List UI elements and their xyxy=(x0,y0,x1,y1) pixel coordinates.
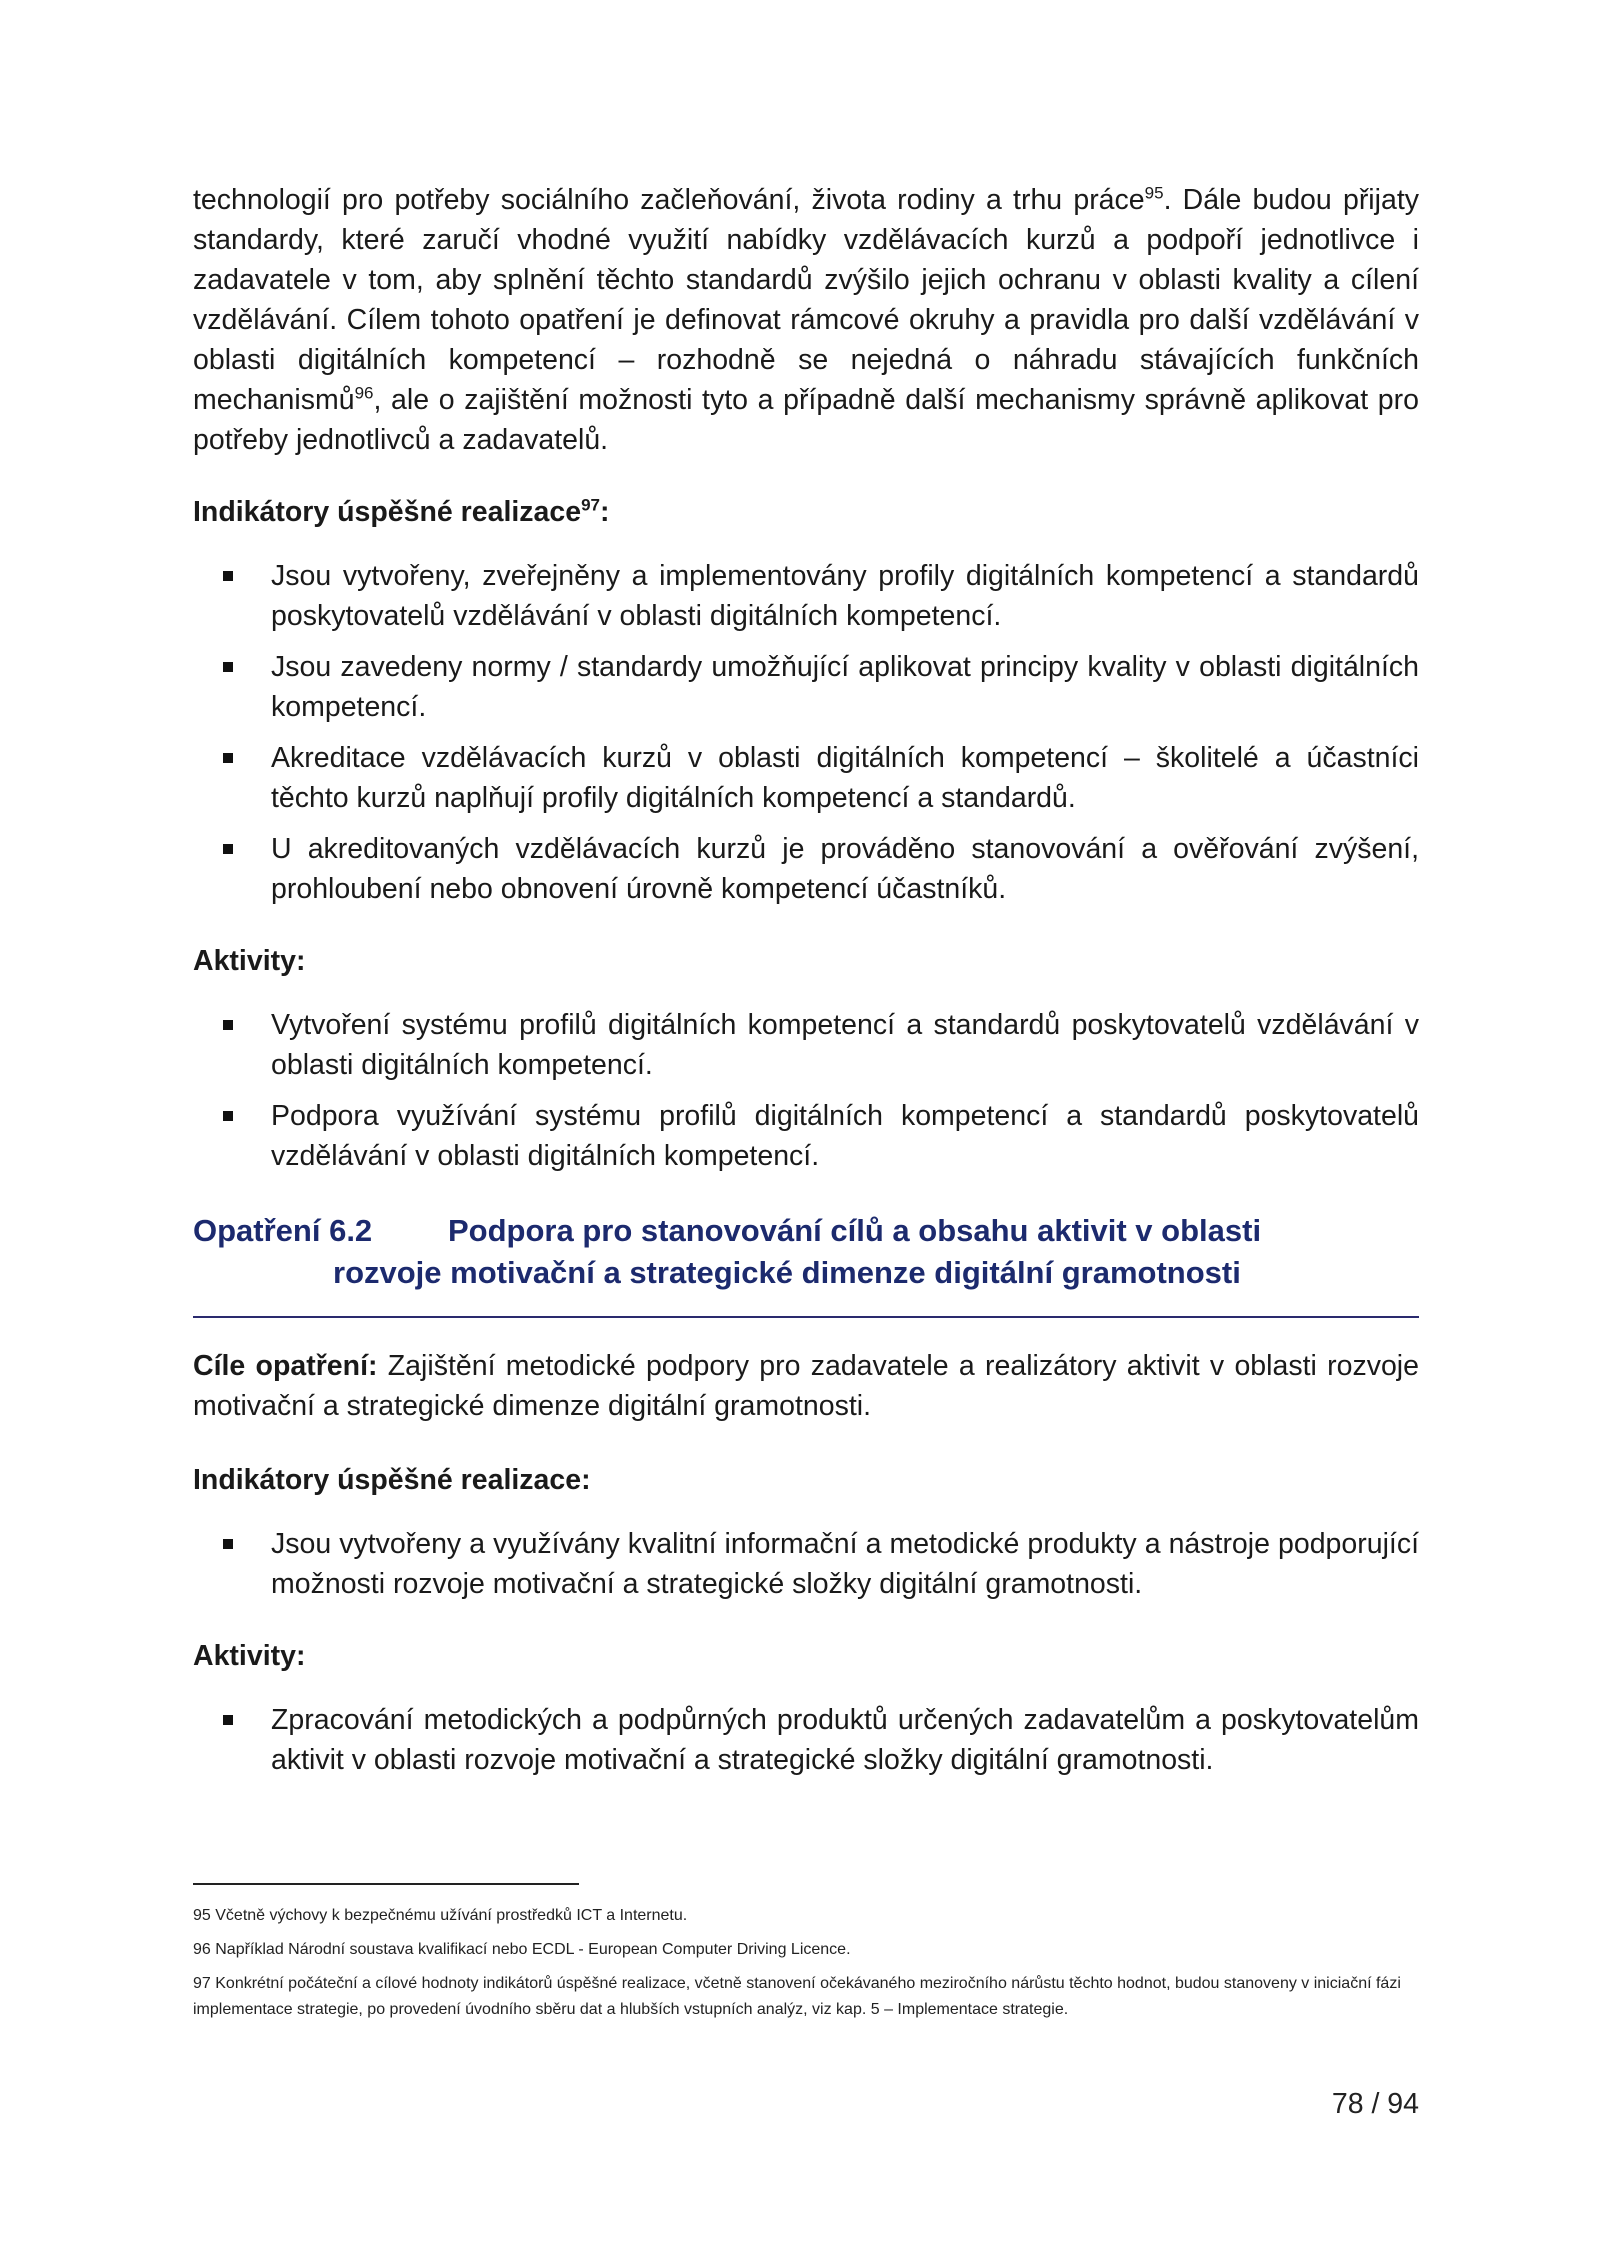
intro-text-b: . Dále budou přijaty standardy, které zaručí vhodné využití nabídky vzdělávacích kurzů a podpoří jednotlivce i zadavatele v tom, aby splnění těchto standardů zvýšilo jejich ochranu v oblasti kvality a cílení vzdělávání. Cílem tohoto opatření je definovat rámcové okruhy a pravidla pro další vzdělávání v oblasti digitálních kompetencí – rozhodně se nejedná o náhradu stávajících funkčních mechanismů xyxy=(193,184,1419,416)
goals-paragraph xyxy=(193,1346,1419,1426)
bullet-icon xyxy=(223,662,233,672)
bullet-icon xyxy=(223,571,233,581)
footnote-97: 97 Konkrétní počáteční a cílové hodnoty indikátorů úspěšné realizace, včetně stanovení očekávaného meziročního nárůstu těchto hodnot, budou stanoveny v iniciační fázi implementace strategie, po provedení úvodního sběru dat a hlubších vstupních analýz, viz kap. 5 – Implementace strategie. xyxy=(193,1975,1401,2018)
page-number: 78 / 94 xyxy=(1331,2088,1419,2120)
measure-indicators-heading: Indikátory úspěšné realizace: xyxy=(193,1464,591,1496)
list-item xyxy=(193,829,1419,909)
measure-activities-heading: Aktivity: xyxy=(193,1640,306,1672)
footnote-separator xyxy=(193,1883,579,1885)
bullet-icon xyxy=(223,1539,233,1549)
list-item-text: Jsou zavedeny normy / standardy umožňující aplikovat principy kvality v oblasti digitálních kompetencí. xyxy=(271,651,1419,723)
measure-heading xyxy=(193,1210,1419,1294)
goals-label: Cíle opatření: xyxy=(193,1350,378,1382)
footnote-95: 95 Včetně výchovy k bezpečnému užívání prostředků ICT a Internetu. xyxy=(193,1907,688,1924)
intro-text-c: , ale o zajištění možnosti tyto a případně další mechanismy správně aplikovat pro potřeby jednotlivců a zadavatelů. xyxy=(193,384,1419,456)
list-item-text: Zpracování metodických a podpůrných produktů určených zadavatelům a poskytovatelům aktivit v oblasti rozvoje motivační a strategické složky digitální gramotnosti. xyxy=(271,1704,1419,1776)
list-item-text: Jsou vytvořeny, zveřejněny a implementovány profily digitálních kompetencí a standardů poskytovatelů vzdělávání v oblasti digitálních kompetencí. xyxy=(271,560,1419,632)
page-content xyxy=(193,180,1419,1780)
list-item-text: Podpora využívání systému profilů digitálních kompetencí a standardů poskytovatelů vzdělávání v oblasti digitálních kompetencí. xyxy=(271,1100,1419,1172)
activities-list xyxy=(193,1005,1419,1176)
bullet-icon xyxy=(223,844,233,854)
footnote-ref-95[interactable]: 95 xyxy=(1144,183,1164,203)
footnote-96: 96 Například Národní soustava kvalifikací nebo ECDL - European Computer Driving Licence. xyxy=(193,1941,851,1958)
list-item xyxy=(193,1524,1419,1604)
measure-title xyxy=(333,1210,1262,1294)
indicators-heading xyxy=(193,492,1419,532)
list-item-text: U akreditovaných vzdělávacích kurzů je prováděno stanovování a ověřování zvýšení, prohloubení nebo obnovení úrovně kompetencí účastníků. xyxy=(271,833,1419,905)
list-item xyxy=(193,1096,1419,1176)
measure-title-line-2: rozvoje motivační a strategické dimenze digitální gramotnosti xyxy=(333,1255,1241,1290)
measure-activities-list xyxy=(193,1700,1419,1780)
indicators-list xyxy=(193,556,1419,909)
footnote-ref-96[interactable]: 96 xyxy=(354,383,374,403)
list-item-text: Akreditace vzdělávacích kurzů v oblasti digitálních kompetencí – školitelé a účastníci těchto kurzů naplňují profily digitálních kompetencí a standardů. xyxy=(271,742,1419,814)
intro-paragraph xyxy=(193,180,1419,460)
list-item xyxy=(193,738,1419,818)
indicators-heading-text: Indikátory úspěšné realizace xyxy=(193,496,582,528)
bullet-icon xyxy=(223,753,233,763)
list-item xyxy=(193,1005,1419,1085)
goals-text: Zajištění metodické podpory pro zadavatele a realizátory aktivit v oblasti rozvoje motivační a strategické dimenze digitální gramotnosti. xyxy=(193,1350,1419,1422)
list-item-text: Jsou vytvořeny a využívány kvalitní informační a metodické produkty a nástroje podporující možnosti rozvoje motivační a strategické složky digitální gramotnosti. xyxy=(271,1528,1419,1600)
measure-title-line-1: Podpora pro stanovování cílů a obsahu aktivit v oblasti xyxy=(448,1213,1262,1248)
activities-heading: Aktivity: xyxy=(193,945,306,977)
measure-number: Opatření 6.2 xyxy=(193,1213,373,1248)
list-item-text: Vytvoření systému profilů digitálních kompetencí a standardů poskytovatelů vzdělávání v oblasti digitálních kompetencí. xyxy=(271,1009,1419,1081)
list-item xyxy=(193,1700,1419,1780)
list-item xyxy=(193,556,1419,636)
footnotes xyxy=(193,1903,1419,2031)
bullet-icon xyxy=(223,1020,233,1030)
bullet-icon xyxy=(223,1715,233,1725)
list-item xyxy=(193,647,1419,727)
measure-indicators-list xyxy=(193,1524,1419,1604)
bullet-icon xyxy=(223,1111,233,1121)
indicators-heading-colon: : xyxy=(600,496,610,528)
intro-text-a: technologií pro potřeby sociálního začleňování, života rodiny a trhu práce xyxy=(193,184,1145,216)
footnote-ref-97[interactable]: 97 xyxy=(581,495,601,515)
